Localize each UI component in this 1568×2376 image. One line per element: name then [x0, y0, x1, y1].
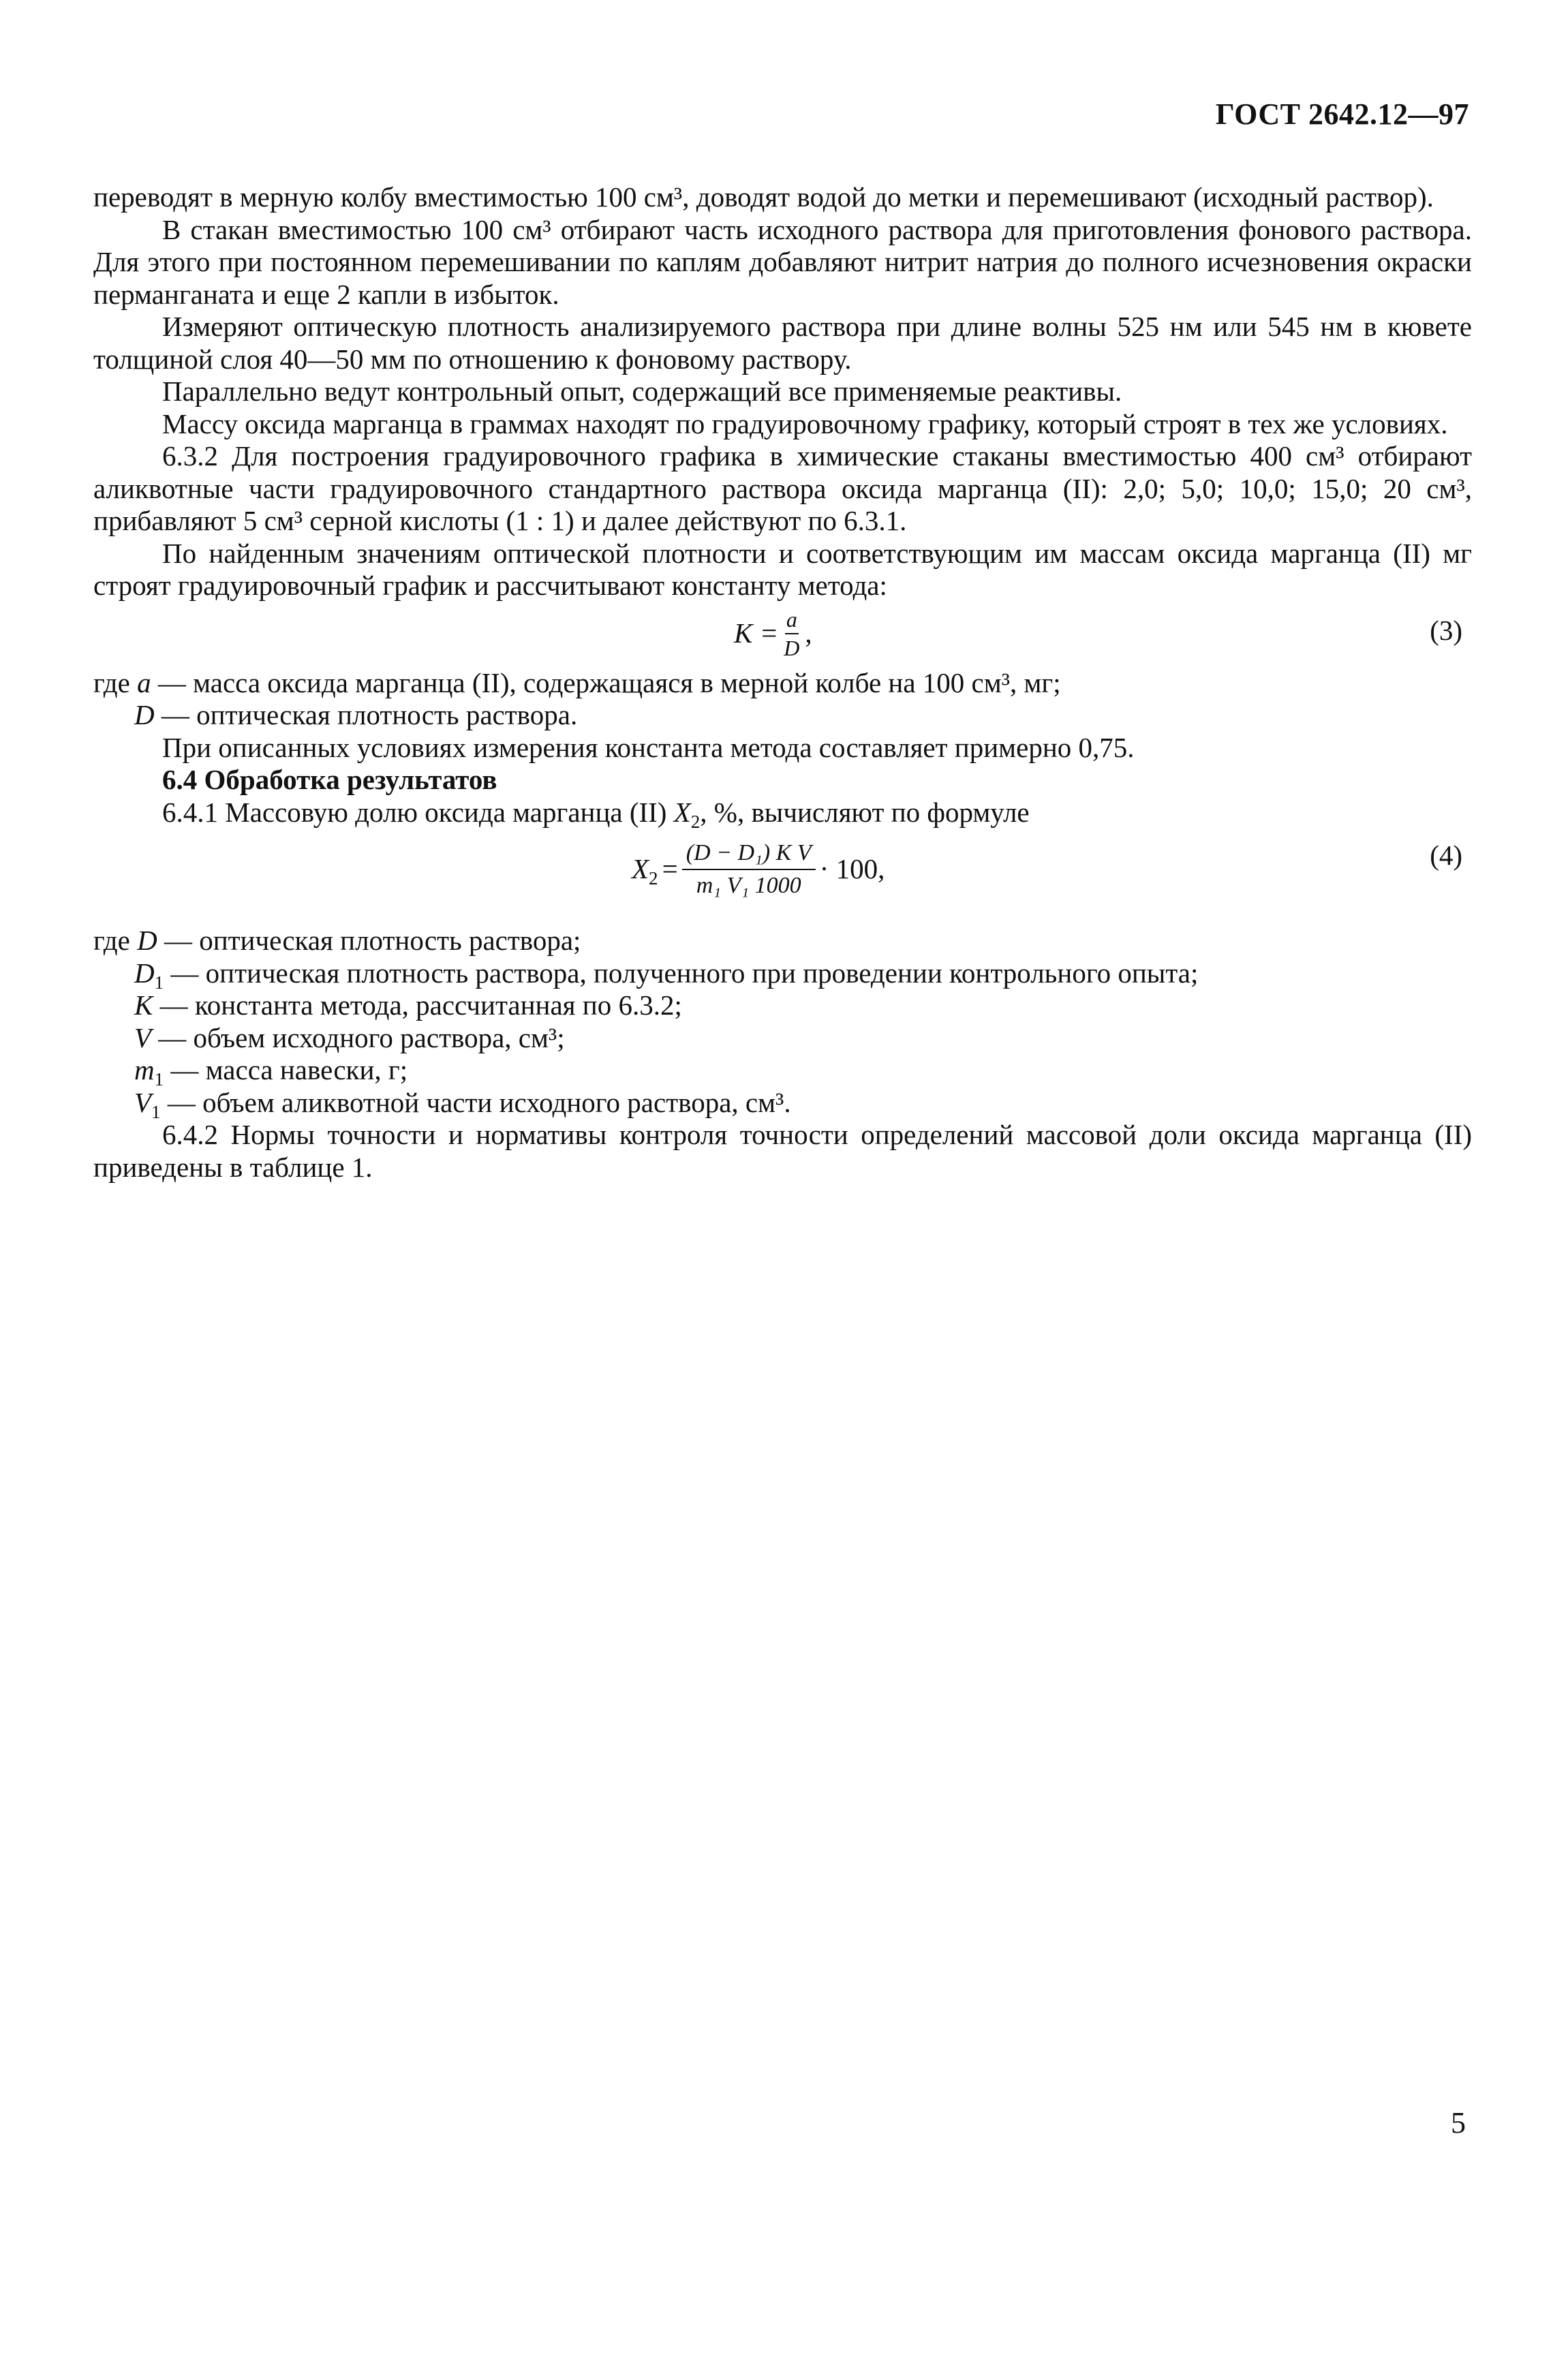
legend-4-text: — константа метода, рассчитанная по 6.3.2; — [153, 989, 682, 1021]
legend-formula-3 — [93, 667, 1472, 732]
page-number: 5 — [1451, 2106, 1466, 2140]
paragraph-6-4-2: 6.4.2 Нормы точности и нормативы контроля точности определений массовой доли оксида марганца (II) приведены в таблице 1. — [93, 1119, 1472, 1183]
legend-4-item-d — [93, 925, 1472, 957]
legend-4-symbol: D — [137, 925, 157, 956]
legend-3-item-d — [93, 699, 1472, 732]
formula-4-expression — [632, 839, 885, 899]
formula-3-numerator: a — [785, 608, 799, 634]
document-body — [93, 181, 1472, 1184]
legend-4-item-m1 — [93, 1054, 1472, 1090]
legend-4-text: — масса навески, г; — [164, 1054, 408, 1085]
legend-3-lead: где — [93, 666, 138, 698]
legend-4-symbol-sub: 1 — [151, 1101, 161, 1122]
paragraph-6-3-2: 6.3.2 Для построения градуировочного графика в химические стаканы вместимостью 400 см³ отбирают аликвотные части градуировочного стандартного раствора оксида марганца (II): 2,0; 5,0; 10,0; 15,0; 20 см³, прибавляют 5 см³ серной кислоты (1 : 1) и далее действуют по 6.3.1. — [93, 440, 1472, 536]
legend-4-symbol: V — [134, 1086, 152, 1118]
legend-4-symbol: m — [134, 1054, 155, 1085]
legend-3-symbol-a: a — [137, 666, 151, 698]
formula-4-fraction — [682, 839, 816, 899]
formula-4-equals: = — [662, 853, 678, 885]
legend-3-symbol-d: D — [134, 699, 155, 730]
legend-4-item-d1 — [93, 957, 1472, 993]
formula-4-lhs-sub: 2 — [649, 868, 658, 889]
legend-4-symbol: D — [134, 957, 155, 989]
paragraph-6-4-1-prefix: 6.4.1 Массовую долю оксида марганца (II) — [162, 796, 674, 828]
formula-3-number: (3) — [1430, 614, 1462, 646]
formula-4-lhs — [632, 853, 658, 889]
formula-3 — [93, 602, 1472, 667]
formula-4-denominator: m₁ V₁ 1000 — [696, 873, 801, 898]
paragraph-1: переводят в мерную колбу вместимостью 100 см³, доводят водой до метки и перемешивают (исходный раствор). — [93, 181, 1434, 213]
legend-4-text: — оптическая плотность раствора; — [157, 925, 581, 956]
formula-4 — [93, 833, 1472, 925]
legend-4-symbol-sub: 1 — [154, 972, 164, 993]
legend-4-text: — объем исходного раствора, см³; — [151, 1021, 565, 1053]
paragraph-6-4-1 — [93, 796, 1472, 832]
formula-3-fraction — [782, 608, 801, 660]
paragraph-6-4-1-var-sub: 2 — [690, 811, 701, 832]
formula-3-tail: , — [805, 617, 812, 649]
formula-3-denominator: D — [784, 635, 800, 660]
paragraph-4: Параллельно ведут контрольный опыт, содержащий все применяемые реактивы. — [162, 375, 1122, 407]
legend-formula-4 — [93, 925, 1472, 1122]
legend-4-symbol: V — [134, 1021, 152, 1053]
paragraph-3: Измеряют оптическую плотность анализируемого раствора при длине волны 525 нм или 545 нм в кювете толщиной слоя 40—50 мм по отношению к фоновому раствору. — [93, 311, 1472, 375]
paragraph-6-4-1-var: X — [673, 796, 691, 828]
formula-4-number: (4) — [1430, 839, 1462, 871]
legend-4-symbol-sub: 1 — [154, 1069, 164, 1090]
formula-4-numerator: (D − D₁) K V — [682, 839, 816, 870]
formula-3-expression — [734, 608, 812, 660]
legend-3-text-d: — оптическая плотность раствора. — [154, 699, 578, 730]
paragraph-8: При описанных условиях измерения константа метода составляет примерно 0,75. — [162, 731, 1135, 763]
legend-4-text: — объем аликвотной части исходного раствора, см³. — [160, 1086, 791, 1118]
paragraph-5: Массу оксида марганца в граммах находят по градуировочному графику, который строят в тех же условиях. — [162, 407, 1448, 439]
legend-4-item-v1 — [93, 1087, 1472, 1120]
legend-3-text-a: — масса оксида марганца (II), содержащаяся в мерной колбе на 100 см³, мг; — [151, 666, 1061, 698]
legend-4-symbol: K — [134, 989, 153, 1021]
legend-3-item-a — [93, 667, 1472, 700]
legend-4-lead: где — [93, 925, 138, 956]
formula-4-lhs-var: X — [632, 853, 649, 885]
formula-3-lhs: K = — [734, 617, 779, 649]
legend-4-text: — оптическая плотность раствора, полученного при проведении контрольного опыта; — [164, 957, 1199, 989]
legend-4-item-k — [93, 989, 1472, 1022]
paragraph-6-4-1-suffix: , %, вычисляют по формуле — [700, 796, 1030, 828]
section-heading-6-4: 6.4 Обработка результатов — [162, 764, 497, 795]
paragraph-7: По найденным значениям оптической плотности и соответствующим им массам оксида марганца (II) мг строят градуировочный график и рассчитывают константу метода: — [93, 537, 1472, 601]
formula-4-tail: · 100, — [819, 853, 885, 885]
standard-number-header: ГОСТ 2642.12—97 — [1215, 97, 1469, 131]
legend-4-item-v — [93, 1022, 1472, 1055]
paragraph-2: В стакан вместимостью 100 см³ отбирают часть исходного раствора для приготовления фонового раствора. Для этого при постоянном перемешивании по каплям добавляют нитрит натрия до полного исчезновения окраски перманганата и еще 2 капли в избыток. — [93, 213, 1472, 310]
